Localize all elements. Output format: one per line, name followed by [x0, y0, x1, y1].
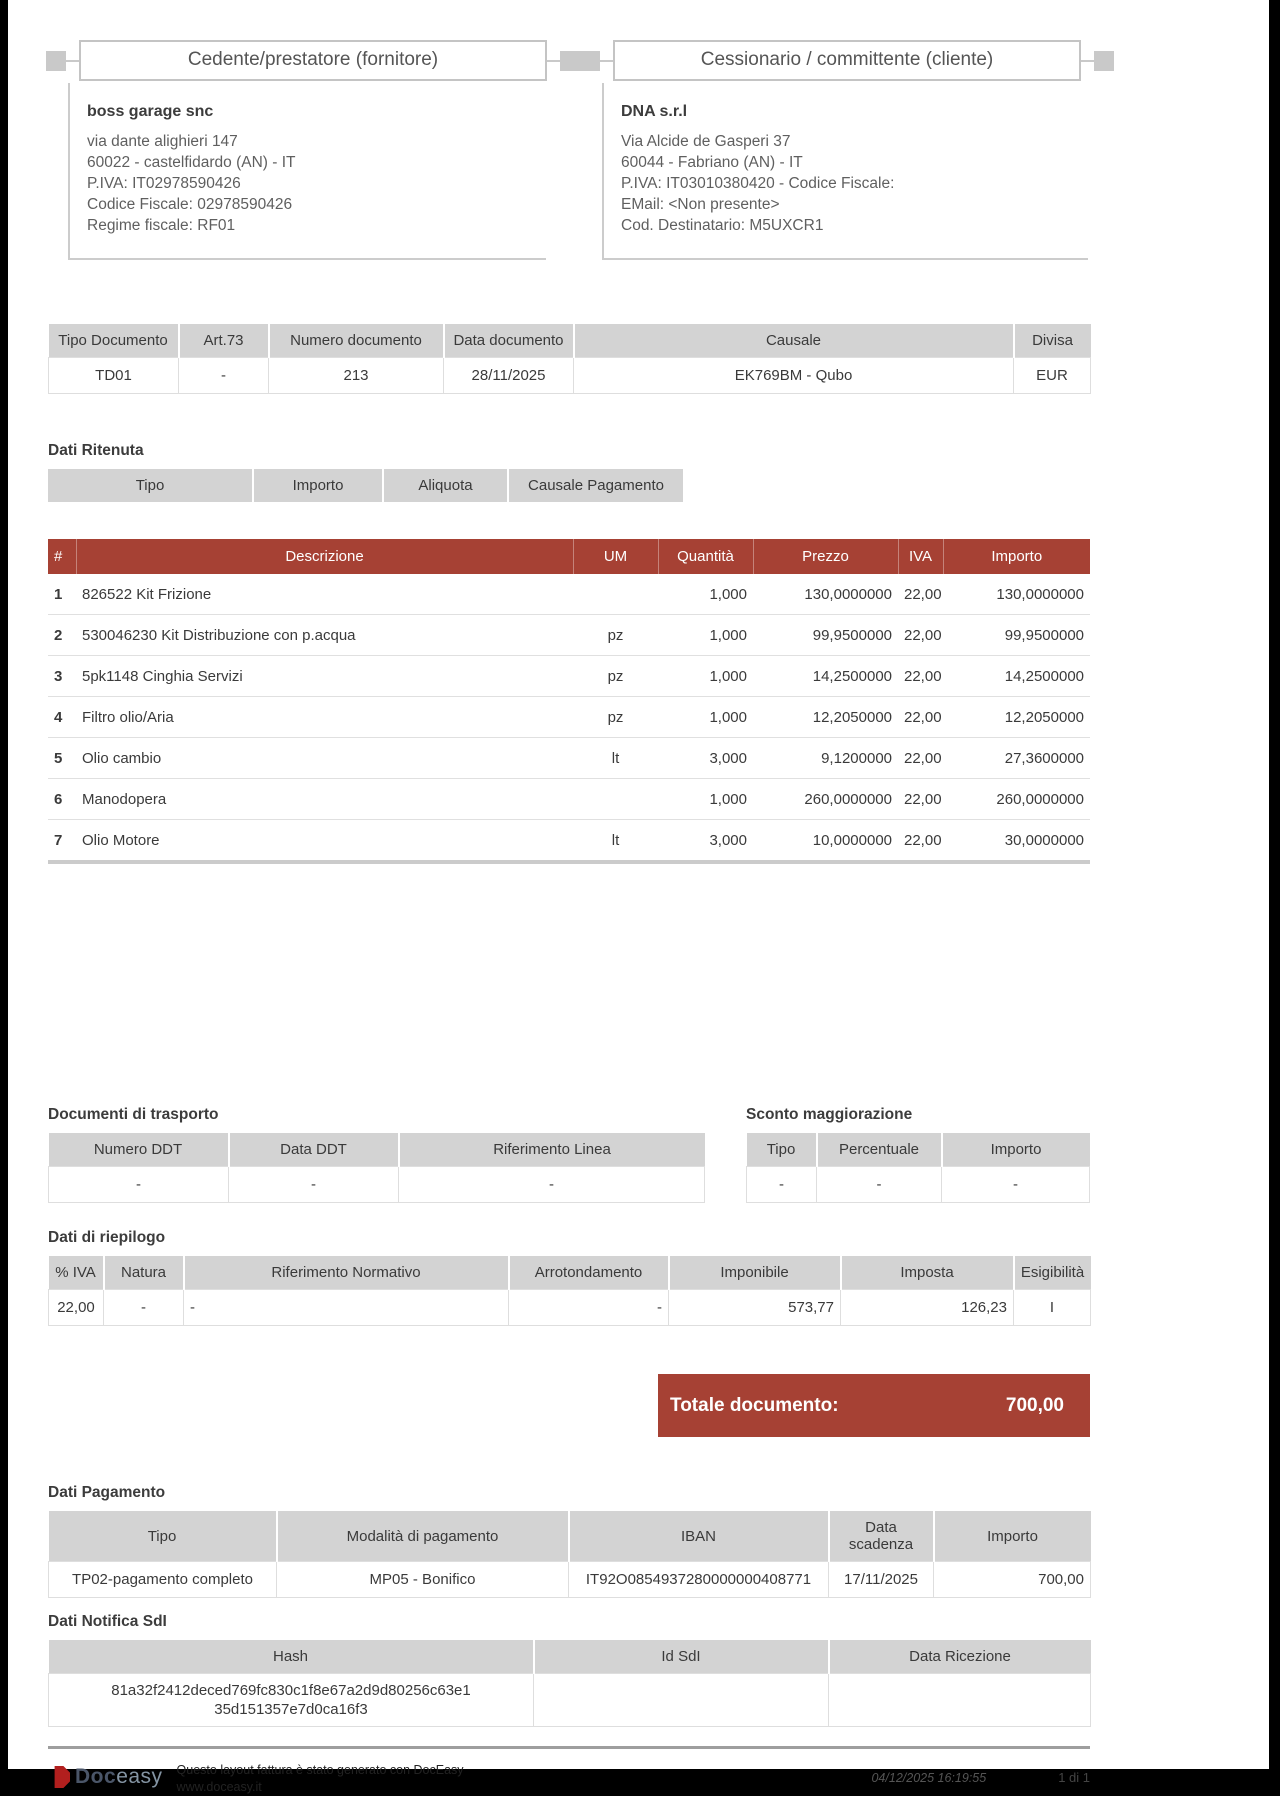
invoice-line-row [48, 738, 1090, 779]
items-header-um: UM [573, 539, 658, 574]
riepilogo-value-row [49, 1290, 1091, 1326]
riepilogo-table [48, 1256, 1091, 1326]
pagamento-value-row [49, 1562, 1091, 1598]
trasporto-table [48, 1133, 705, 1203]
riepilogo-arrotondamento: - [509, 1290, 669, 1326]
trasporto-ddt-number: - [49, 1167, 229, 1203]
notifica-header-cell: Hash [49, 1640, 534, 1674]
notifica-value-row [49, 1674, 1091, 1727]
line-description: Olio cambio [76, 738, 573, 779]
line-number: 1 [48, 574, 76, 615]
invoice-line-row [48, 615, 1090, 656]
decor-dash [547, 60, 560, 62]
line-um: pz [573, 656, 658, 697]
line-description: Olio Motore [76, 820, 573, 863]
line-quantity: 1,000 [658, 615, 753, 656]
doc-header-cell: Data documento [444, 324, 574, 358]
sconto-percent: - [817, 1167, 942, 1203]
line-um: pz [573, 615, 658, 656]
pagamento-amount: 700,00 [934, 1562, 1091, 1598]
riepilogo-section [48, 1229, 1090, 1326]
line-quantity: 1,000 [658, 779, 753, 820]
riepilogo-header-cell: Natura [104, 1256, 184, 1290]
doc-type-value: TD01 [49, 358, 179, 394]
items-header-price: Prezzo [753, 539, 898, 574]
parties-header [46, 0, 1269, 260]
line-amount: 99,9500000 [943, 615, 1090, 656]
doc-header-cell: Tipo Documento [49, 324, 179, 358]
doceasy-logo-icon [48, 1766, 70, 1788]
decor-dash [600, 60, 613, 62]
line-amount: 27,3600000 [943, 738, 1090, 779]
riepilogo-header-cell: Esigibilità [1014, 1256, 1091, 1290]
line-price: 14,2500000 [753, 656, 898, 697]
pagamento-header-cell: Data scadenza [829, 1511, 934, 1562]
line-quantity: 1,000 [658, 697, 753, 738]
supplier-address-line: 60022 - castelfidardo (AN) - IT [87, 154, 296, 171]
invoice-line-row [48, 820, 1090, 863]
trasporto-title: Documenti di trasporto [48, 1106, 219, 1123]
supplier-section [46, 40, 580, 260]
trasporto-header-cell: Riferimento Linea [399, 1133, 705, 1167]
items-header-desc: Descrizione [76, 539, 573, 574]
line-price: 130,0000000 [753, 574, 898, 615]
trasporto-header-cell: Data DDT [229, 1133, 399, 1167]
line-iva: 22,00 [898, 738, 943, 779]
notifica-header-cell: Id SdI [534, 1640, 829, 1674]
doceasy-logo [48, 1765, 163, 1789]
doc-currency-value: EUR [1014, 358, 1091, 394]
doc-header-cell: Divisa [1014, 324, 1091, 358]
line-number: 5 [48, 738, 76, 779]
riepilogo-header-row [49, 1256, 1091, 1290]
line-quantity: 1,000 [658, 574, 753, 615]
sconto-table [746, 1133, 1090, 1203]
footer-timestamp: 04/12/2025 16:19:55 [871, 1770, 987, 1785]
riepilogo-natura: - [104, 1290, 184, 1326]
line-price: 99,9500000 [753, 615, 898, 656]
doc-header-cell: Art.73 [179, 324, 269, 358]
line-quantity: 3,000 [658, 738, 753, 779]
line-description: Manodopera [76, 779, 573, 820]
decor-square-icon [1094, 51, 1114, 71]
decor-square-icon [580, 51, 600, 71]
sconto-header-cell: Percentuale [817, 1133, 942, 1167]
supplier-address-line: via dante alighieri 147 [87, 133, 238, 150]
decor-dash [1081, 60, 1094, 62]
riepilogo-header-cell: Riferimento Normativo [184, 1256, 509, 1290]
pagamento-section [48, 1484, 1090, 1598]
customer-destination-code-line: Cod. Destinatario: M5UXCR1 [621, 217, 824, 234]
doc-art73-value: - [179, 358, 269, 394]
riepilogo-esigibilita: I [1014, 1290, 1091, 1326]
riepilogo-imponibile: 573,77 [669, 1290, 841, 1326]
ritenuta-header-cell: Aliquota [383, 469, 508, 502]
decor-dash [66, 60, 79, 62]
trasporto-header-row [49, 1133, 705, 1167]
pagamento-header-cell: Importo [934, 1511, 1091, 1562]
customer-address-line: 60044 - Fabriano (AN) - IT [621, 154, 803, 171]
footer-credit-line1: Questo layout fattura è stato generato con DocEasy [176, 1763, 464, 1777]
footer-divider [48, 1746, 1090, 1749]
doc-date-value: 28/11/2025 [444, 358, 574, 394]
doc-causale-value: EK769BM - Qubo [574, 358, 1014, 394]
line-amount: 14,2500000 [943, 656, 1090, 697]
sconto-section [746, 1106, 1090, 1203]
sconto-header-row [747, 1133, 1090, 1167]
notifica-id-sdi [534, 1674, 829, 1727]
line-iva: 22,00 [898, 615, 943, 656]
ritenuta-table [48, 469, 683, 502]
riepilogo-header-cell: Imposta [841, 1256, 1014, 1290]
line-um: lt [573, 820, 658, 863]
supplier-name: boss garage snc [87, 103, 214, 120]
customer-details [602, 83, 1088, 260]
notifica-data-ricezione [829, 1674, 1091, 1727]
sconto-type: - [747, 1167, 817, 1203]
ritenuta-header-cell: Causale Pagamento [508, 469, 683, 502]
pagamento-method: MP05 - Bonifico [277, 1562, 569, 1598]
doc-header-cell: Numero documento [269, 324, 444, 358]
supplier-tax-regime-line: Regime fiscale: RF01 [87, 217, 236, 234]
line-iva: 22,00 [898, 656, 943, 697]
empty-lines-area [48, 864, 1090, 1106]
riepilogo-title: Dati di riepilogo [48, 1229, 166, 1246]
pagamento-type: TP02-pagamento completo [49, 1562, 277, 1598]
ritenuta-section [48, 442, 1090, 502]
line-um: lt [573, 738, 658, 779]
notifica-header-cell: Data Ricezione [829, 1640, 1091, 1674]
line-iva: 22,00 [898, 820, 943, 863]
items-header-qty: Quantità [658, 539, 753, 574]
totale-documento-banner [658, 1374, 1090, 1437]
footer [48, 1762, 1090, 1796]
line-um [573, 779, 658, 820]
riepilogo-rif-normativo: - [184, 1290, 509, 1326]
line-amount: 12,2050000 [943, 697, 1090, 738]
line-um [573, 574, 658, 615]
pagamento-title: Dati Pagamento [48, 1484, 166, 1501]
notifica-header-row [49, 1640, 1091, 1674]
line-number: 7 [48, 820, 76, 863]
decor-square-icon [560, 51, 580, 71]
line-description: 5pk1148 Cinghia Servizi [76, 656, 573, 697]
trasporto-line-ref: - [399, 1167, 705, 1203]
doc-number-value: 213 [269, 358, 444, 394]
ritenuta-header-cell: Importo [253, 469, 383, 502]
sconto-amount: - [942, 1167, 1090, 1203]
trasporto-section [48, 1106, 705, 1203]
line-number: 4 [48, 697, 76, 738]
riepilogo-header-cell: % IVA [49, 1256, 104, 1290]
line-description: 826522 Kit Frizione [76, 574, 573, 615]
supplier-title-row [46, 40, 580, 81]
customer-email-line: EMail: <Non presente> [621, 196, 780, 213]
logo-text-doc: Doc [75, 1765, 117, 1788]
line-description: Filtro olio/Aria [76, 697, 573, 738]
line-amount: 260,0000000 [943, 779, 1090, 820]
customer-section [580, 40, 1114, 260]
document-info-value-row [49, 358, 1091, 394]
line-price: 260,0000000 [753, 779, 898, 820]
notifica-hash: 81a32f2412deced769fc830c1f8e67a2d9d80256c63e135d151357e7d0ca16f3 [49, 1674, 534, 1727]
trasporto-header-cell: Numero DDT [49, 1133, 229, 1167]
pagamento-header-cell: Modalità di pagamento [277, 1511, 569, 1562]
supplier-fiscal-code-line: Codice Fiscale: 02978590426 [87, 196, 293, 213]
line-amount: 130,0000000 [943, 574, 1090, 615]
riepilogo-iva-rate: 22,00 [49, 1290, 104, 1326]
invoice-lines-header-row [48, 539, 1090, 574]
pagamento-header-cell: Tipo [49, 1511, 277, 1562]
document-info-header-row [49, 324, 1091, 358]
customer-address-line: Via Alcide de Gasperi 37 [621, 133, 791, 150]
line-iva: 22,00 [898, 697, 943, 738]
line-description: 530046230 Kit Distribuzione con p.acqua [76, 615, 573, 656]
invoice-lines-table [48, 539, 1090, 864]
pagamento-table [48, 1511, 1091, 1598]
sconto-title: Sconto maggiorazione [746, 1106, 913, 1123]
footer-credit [177, 1762, 464, 1796]
riepilogo-header-cell: Imponibile [669, 1256, 841, 1290]
decor-square-icon [46, 51, 66, 71]
line-quantity: 3,000 [658, 820, 753, 863]
line-number: 6 [48, 779, 76, 820]
line-price: 10,0000000 [753, 820, 898, 863]
customer-vat-line: P.IVA: IT03010380420 - Codice Fiscale: [621, 175, 895, 192]
totale-label: Totale documento: [670, 1394, 839, 1416]
notifica-title: Dati Notifica SdI [48, 1613, 167, 1630]
notifica-table [48, 1640, 1091, 1727]
customer-name: DNA s.r.l [621, 103, 688, 120]
supplier-details [68, 83, 546, 260]
invoice-line-row [48, 574, 1090, 615]
sconto-header-cell: Importo [942, 1133, 1090, 1167]
totale-value: 700,00 [1005, 1394, 1064, 1416]
line-quantity: 1,000 [658, 656, 753, 697]
invoice-line-row [48, 697, 1090, 738]
customer-box-title: Cessionario / committente (cliente) [613, 40, 1081, 81]
line-number: 2 [48, 615, 76, 656]
pagamento-header-cell: IBAN [569, 1511, 829, 1562]
supplier-box-title: Cedente/prestatore (fornitore) [79, 40, 547, 81]
line-amount: 30,0000000 [943, 820, 1090, 863]
trasporto-value-row [49, 1167, 705, 1203]
pagamento-iban: IT92O0854937280000000408771 [569, 1562, 829, 1598]
ritenuta-title: Dati Ritenuta [48, 442, 144, 459]
items-header-iva: IVA [898, 539, 943, 574]
pagamento-header-row [49, 1511, 1091, 1562]
riepilogo-header-cell: Arrotondamento [509, 1256, 669, 1290]
line-um: pz [573, 697, 658, 738]
footer-page-indicator: 1 di 1 [1058, 1770, 1090, 1785]
line-number: 3 [48, 656, 76, 697]
customer-title-row [580, 40, 1114, 81]
items-header-amount: Importo [943, 539, 1090, 574]
line-price: 9,1200000 [753, 738, 898, 779]
pagamento-due-date: 17/11/2025 [829, 1562, 934, 1598]
invoice-line-row [48, 779, 1090, 820]
line-iva: 22,00 [898, 779, 943, 820]
items-header-num: # [48, 539, 76, 574]
sconto-header-cell: Tipo [747, 1133, 817, 1167]
line-iva: 22,00 [898, 574, 943, 615]
line-price: 12,2050000 [753, 697, 898, 738]
notifica-sdi-section [48, 1613, 1090, 1727]
riepilogo-imposta: 126,23 [841, 1290, 1014, 1326]
supplier-vat-line: P.IVA: IT02978590426 [87, 175, 241, 192]
doc-header-cell: Causale [574, 324, 1014, 358]
invoice-line-row [48, 656, 1090, 697]
sconto-value-row [747, 1167, 1090, 1203]
invoice-page [8, 0, 1269, 1794]
ritenuta-header-row [48, 469, 683, 502]
document-info-table [48, 324, 1091, 394]
logo-text-easy: easy [116, 1765, 163, 1788]
footer-credit-link: www.doceasy.it [176, 1780, 262, 1794]
ritenuta-header-cell: Tipo [48, 469, 253, 502]
trasporto-ddt-date: - [229, 1167, 399, 1203]
